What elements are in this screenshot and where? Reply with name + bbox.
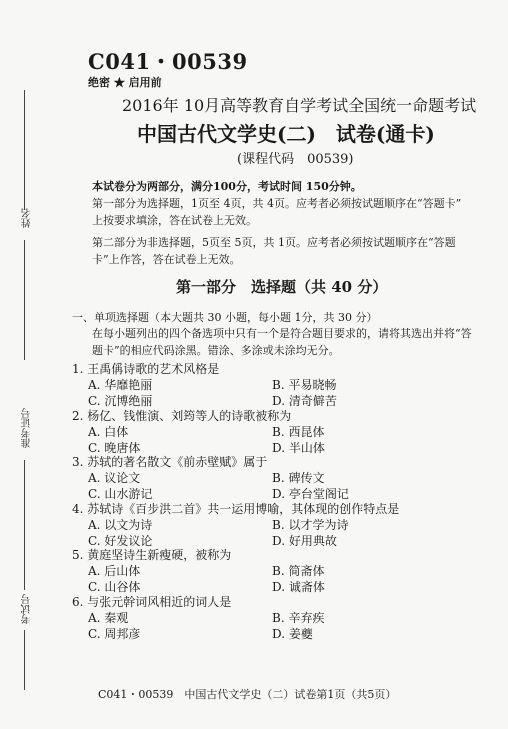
question-option-a: A. 议论文 [88,471,141,485]
question-stem: 5. 黄庭坚诗生新瘦硬，被称为 [72,548,232,562]
paper-code: C041・00539 [88,49,248,74]
question-option-b: B. 简斋体 [272,564,325,578]
section-instruction-2: 题卡”的相应代码涂黑。错涂、多涂或未涂均无分。 [92,344,340,357]
question-option-c: C. 好发议论 [88,533,153,548]
question-option-c: C. 山谷体 [88,580,141,594]
question-option-a: A. 华靡艳丽 [88,378,153,392]
name-label: 姓名 [22,208,33,228]
question-option-d: D. 诚斋体 [272,580,325,594]
question-stem: 2. 杨亿、钱惟演、刘筠等人的诗歌被称为 [72,408,292,423]
question-stem: 4. 苏轼诗《百步洪二首》共一运用博喻，其体现的创作特点是 [72,501,400,516]
room-label: 考试号 [22,594,33,624]
question-stem: 1. 王禹偁诗歌的艺术风格是 [72,362,220,376]
question-stem: 6. 与张元幹词风相近的词人是 [72,594,232,609]
question-option-d: D. 亭台堂阁记 [272,487,349,501]
question-option-c: C. 周邦彦 [88,626,141,641]
intro-line-4: 第二部分为非选择题，5页至 5页，共 1页。应考者必须按试题顺序在“答题 [92,236,456,249]
margin-line-lower [24,460,25,590]
paper-title: 中国古代文学史(二) 试卷(通卡) [137,122,435,146]
question-option-c: C. 沉博绝丽 [88,394,153,408]
intro-line-3: 上按要求填涂，答在试卷上无效。 [92,214,257,227]
intro-line-5: 卡”上作答，答在试卷上无效。 [92,253,241,266]
question-stem: 3. 苏轼的著名散文《前赤壁赋》属于 [72,455,268,469]
question-option-c: C. 晚唐体 [88,440,141,455]
section-instruction-1: 在每小题列出的四个备选项中只有一个是符合题目要求的，请将其选出并将“答 [92,327,472,340]
question-option-d: D. 清奇僻苦 [272,394,337,408]
question-option-b: B. 平易晓畅 [272,378,337,392]
intro-line-2: 第一部分为选择题，1页至 4页，共 4页。应考者必须按试题顺序在“答题卡” [92,197,462,210]
margin-line-bottom [24,630,25,690]
question-option-a: A. 秦观 [88,610,129,625]
course-code: (课程代码 00539) [237,152,354,167]
question-option-c: C. 山水游记 [88,487,153,501]
exam-id-label: 准考证号 [22,408,33,448]
question-option-d: D. 好用典故 [272,533,337,548]
question-option-b: B. 辛弃疾 [272,610,325,625]
intro-line-1: 本试卷分为两部分，满分100分，考试时间 150分钟。 [92,180,362,193]
question-option-b: B. 碑传文 [272,471,325,485]
question-option-b: B. 西昆体 [272,424,325,439]
question-option-a: A. 白体 [88,424,129,439]
question-option-d: D. 半山体 [272,440,325,455]
part-heading: 第一部分 选择题（共 40 分） [176,278,388,296]
margin-line-middle [24,240,25,360]
question-option-b: B. 以才学为诗 [272,517,349,532]
section-title: 一、单项选择题（本大题共 30 小题，每小题 1分，共 30 分） [72,311,378,324]
question-option-a: A. 后山体 [88,564,141,578]
page-footer: C041・00539 中国古代文学史（二）试卷第1页（共5页） [98,688,397,701]
question-option-d: D. 姜夔 [272,626,313,641]
question-option-a: A. 以文为诗 [88,517,153,532]
secret-mark: 绝密 ★ 启用前 [88,76,162,89]
exam-title: 2016年 10月高等教育自学考试全国统一命题考试 [122,96,477,115]
margin-line-top [24,90,25,210]
